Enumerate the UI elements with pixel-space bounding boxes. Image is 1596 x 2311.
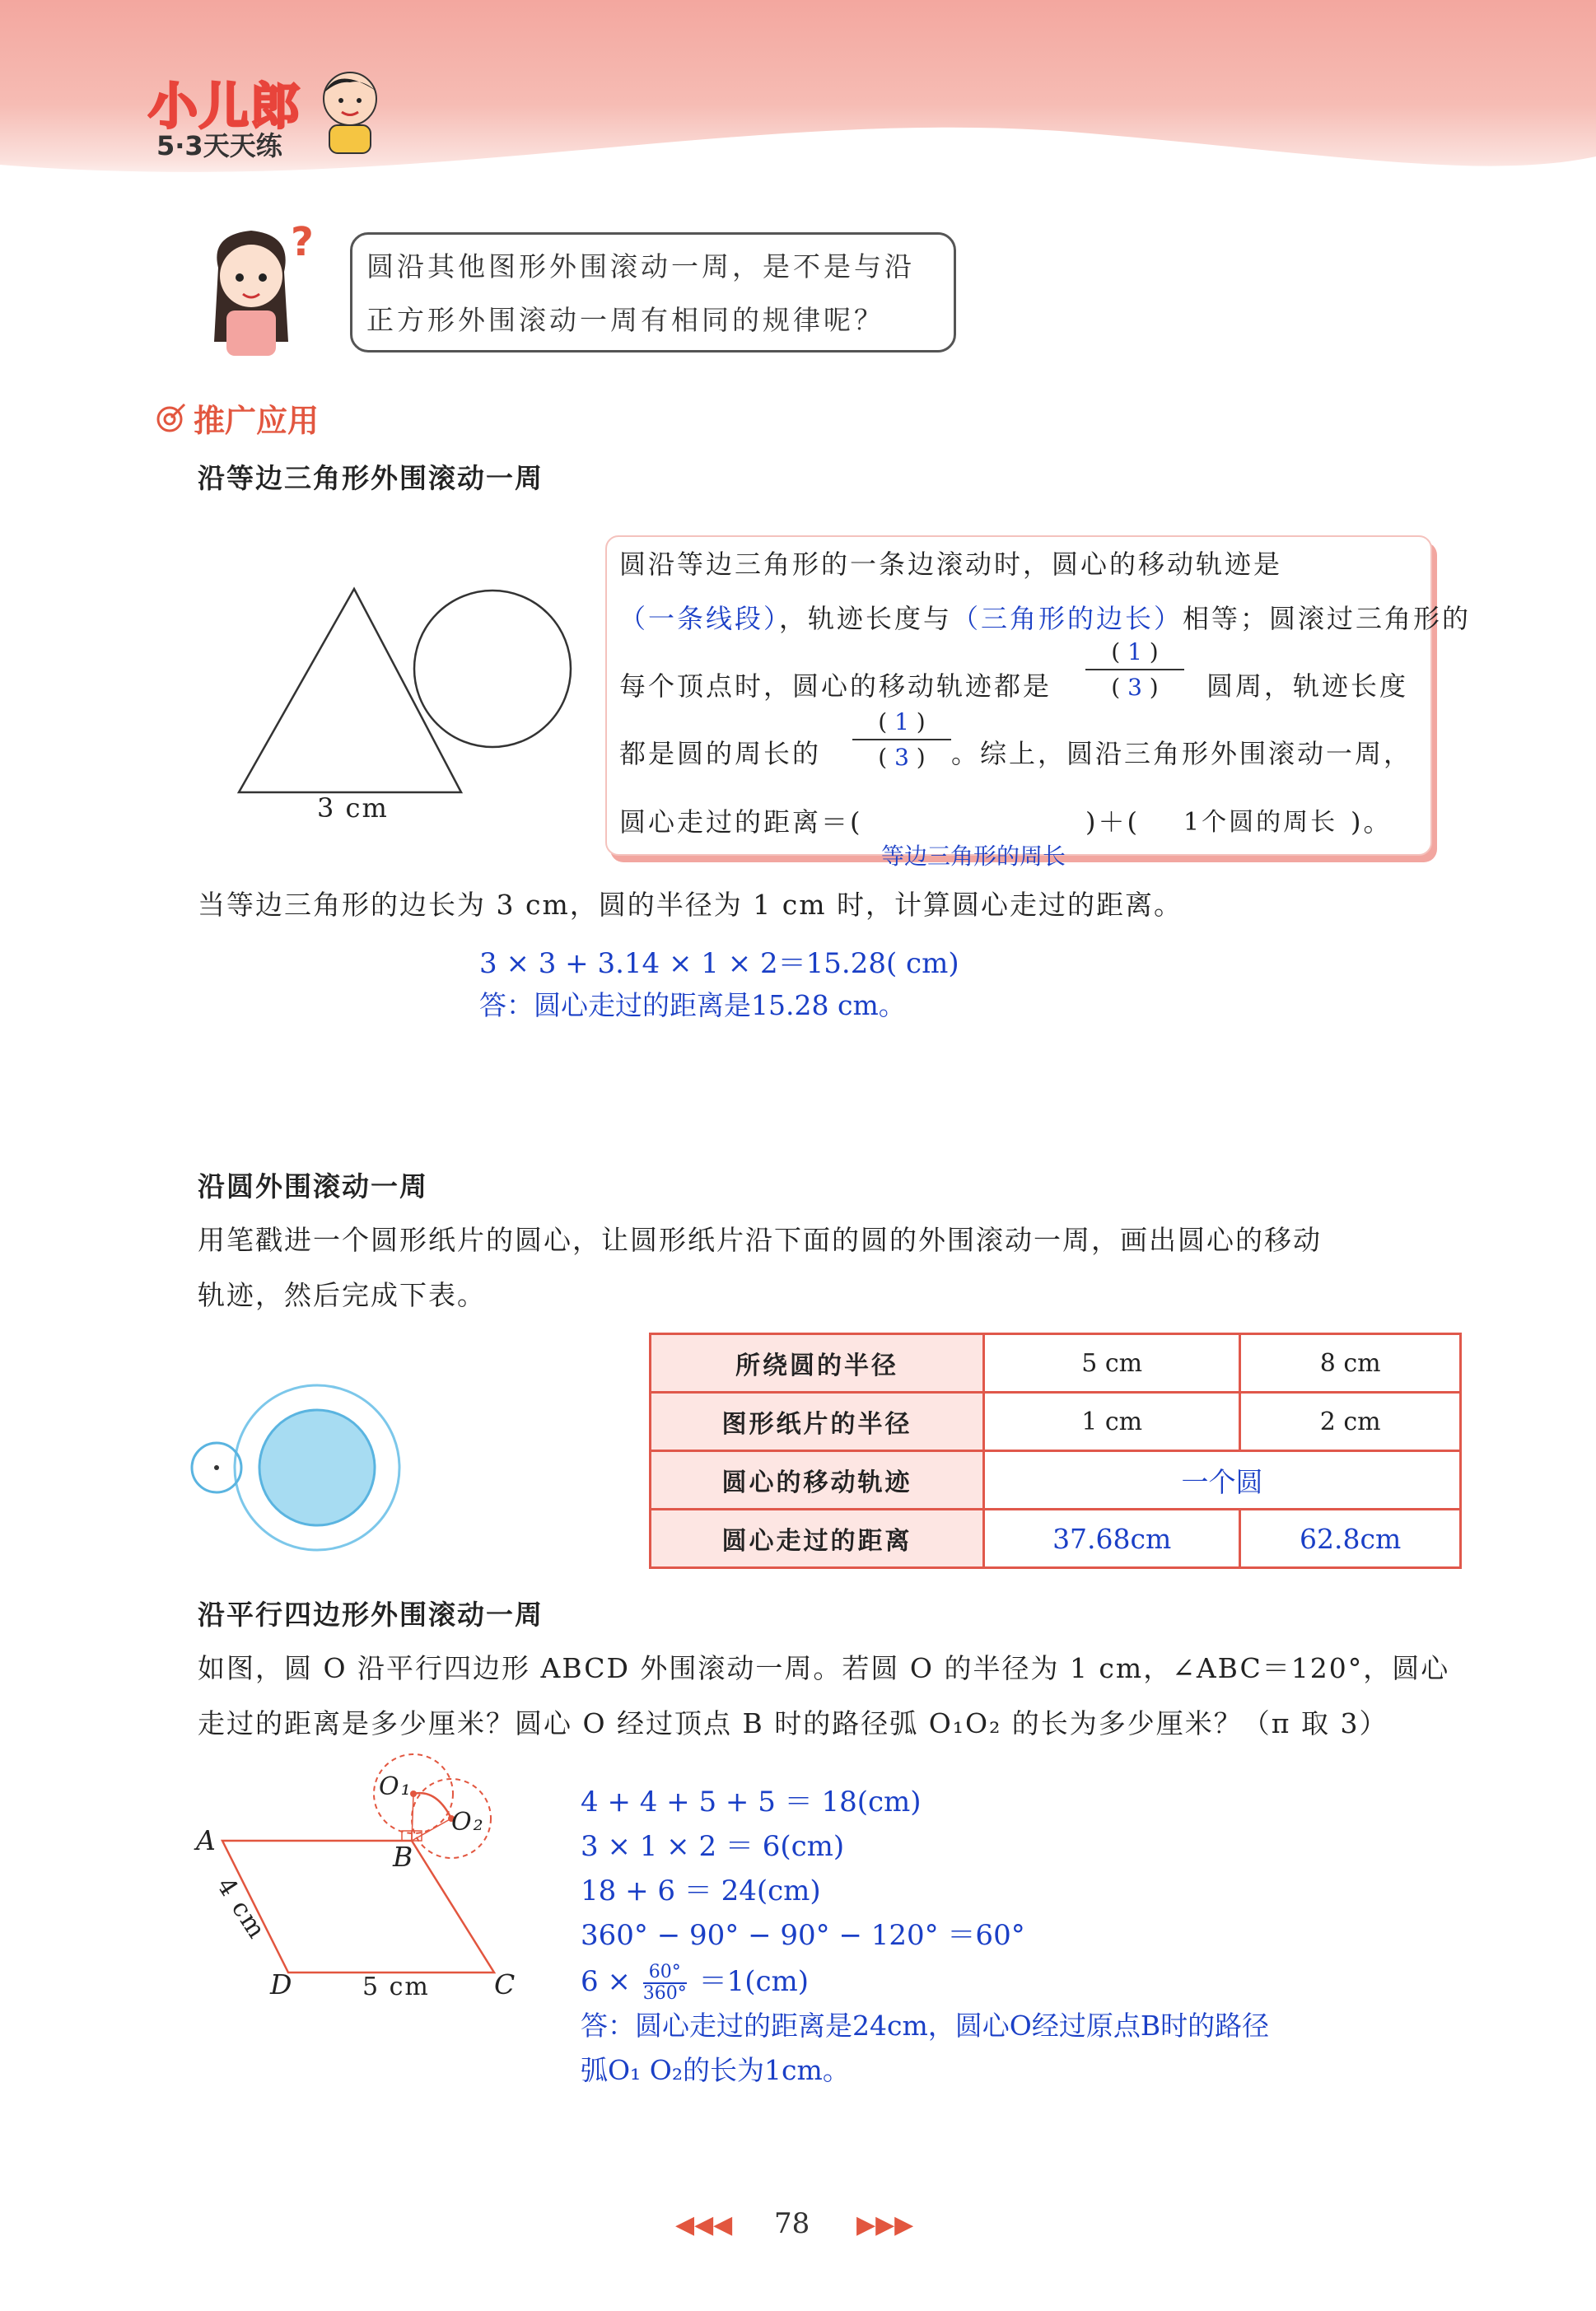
fill-line-4b: 。综上，圆沿三角形外围滚动一周， bbox=[951, 738, 1413, 769]
calc-line-1: 4 + 4 + 5 + 5 ＝ 18(cm) bbox=[581, 1786, 922, 1818]
fraction-1: ( 1 ) ( 3 ) bbox=[1085, 638, 1184, 701]
triangle-side-label: 3 cm bbox=[317, 792, 389, 824]
triangle-heading: 沿等边三角形外围滚动一周 bbox=[198, 462, 544, 494]
brand-logo-title: 小儿郎 bbox=[148, 78, 301, 136]
table-cell-answer: 37.68cm bbox=[984, 1510, 1240, 1568]
fill-line-5b: )＋( bbox=[1085, 806, 1140, 838]
next-arrows-icon: ▶▶▶ bbox=[856, 2211, 914, 2239]
speech-line-2: 正方形外围滚动一周有相同的规律呢？ bbox=[366, 304, 884, 336]
table-cell: 2 cm bbox=[1240, 1393, 1461, 1451]
section-title: 推广应用 bbox=[194, 403, 320, 439]
vertex-a-label: A bbox=[196, 1824, 217, 1856]
circle-table bbox=[649, 1333, 1462, 1569]
calc-line-4: 360° − 90° − 90° − 120° ＝60° bbox=[581, 1919, 1025, 1952]
table-header-cell: 圆心走过的距离 bbox=[651, 1510, 984, 1568]
parallelogram-question-2: 走过的距离是多少厘米？圆心 O 经过顶点 B 时的路径弧 O₁O₂ 的长为多少厘米？（π 取 3） bbox=[198, 1707, 1388, 1739]
speech-line-1: 圆沿其他图形外围滚动一周，是不是与沿 bbox=[366, 250, 915, 282]
calc-line-5: 6 × $\frac{60^\circ}{360^\circ}$ ＝1(cm) bbox=[581, 1962, 810, 2004]
brand-series: 5·3天天练 bbox=[156, 130, 282, 161]
triangle-calc: 3 × 3 + 3.14 × 1 × 2＝15.28( cm) bbox=[479, 947, 959, 980]
triangle-answer: 答：圆心走过的距离是15.28 cm。 bbox=[479, 989, 906, 1021]
fill-line-3a: 每个顶点时，圆心的移动轨迹都是 bbox=[619, 670, 1052, 702]
fill-line-1: 圆沿等边三角形的一条边滚动时，圆心的移动轨迹是 bbox=[619, 549, 1283, 580]
circle-heading: 沿圆外围滚动一周 bbox=[198, 1170, 428, 1202]
boy-mascot-icon bbox=[313, 66, 387, 156]
fraction-2: ( 1 ) ( 3 ) bbox=[852, 708, 951, 771]
table-row bbox=[651, 1393, 1461, 1451]
triangle-question: 当等边三角形的边长为 3 cm，圆的半径为 1 cm 时，计算圆心走过的距离。 bbox=[198, 889, 1183, 921]
table-row bbox=[651, 1510, 1461, 1568]
circle-instruction-1: 用笔戳进一个圆形纸片的圆心，让圆形纸片沿下面的圆的外围滚动一周，画出圆心的移动 bbox=[198, 1224, 1322, 1256]
fill-line-2: （一条线段），轨迹长度与（三角形的边长）相等；圆滚过三角形的 bbox=[619, 603, 1472, 634]
calc-line-2: 3 × 1 × 2 ＝ 6(cm) bbox=[581, 1830, 845, 1863]
side-dc-label: 5 cm bbox=[362, 1973, 430, 2001]
parallelogram-heading: 沿平行四边形外围滚动一周 bbox=[198, 1599, 544, 1631]
fill-line-4a: 都是圆的周长的 bbox=[619, 738, 822, 769]
table-row bbox=[651, 1334, 1461, 1393]
side-ad-label: 4 cm bbox=[210, 1872, 272, 1945]
table-cell: 8 cm bbox=[1240, 1334, 1461, 1393]
o1-label: O₁ bbox=[379, 1772, 413, 1801]
prev-arrows-icon: ◀◀◀ bbox=[675, 2211, 733, 2239]
table-cell: 1 cm bbox=[984, 1393, 1240, 1451]
triangle-figure bbox=[222, 568, 585, 824]
answer-line-1: 答：圆心走过的距离是24cm，圆心O经过原点B时的路径 bbox=[581, 2010, 1270, 2042]
fill-line-5a: 圆心走过的距离＝( bbox=[619, 806, 863, 838]
fill-line-5c: )。 bbox=[1351, 806, 1393, 838]
answer-side: （三角形的边长） bbox=[952, 603, 1183, 634]
fill-line-3b: 圆周，轨迹长度 bbox=[1206, 670, 1409, 702]
answer-line-2: 弧O₁ O₂的长为1cm。 bbox=[581, 2054, 850, 2086]
table-header-cell: 图形纸片的半径 bbox=[651, 1393, 984, 1451]
table-cell-answer: 一个圆 bbox=[984, 1451, 1461, 1510]
vertex-d-label: D bbox=[270, 1968, 294, 2001]
page-number: 78 bbox=[774, 2207, 810, 2240]
svg-text:?: ? bbox=[291, 219, 314, 265]
vertex-b-label: B bbox=[393, 1841, 415, 1873]
o2-label: O₂ bbox=[451, 1808, 485, 1837]
circle-instruction-2: 轨迹，然后完成下表。 bbox=[198, 1279, 486, 1311]
parallelogram-question-1: 如图，圆 O 沿平行四边形 ABCD 外围滚动一周。若圆 O 的半径为 1 cm，∠ABC＝120°，圆心 bbox=[198, 1652, 1450, 1684]
circle-figure bbox=[185, 1384, 449, 1590]
table-header-cell: 圆心的移动轨迹 bbox=[651, 1451, 984, 1510]
table-cell: 5 cm bbox=[984, 1334, 1240, 1393]
vertex-c-label: C bbox=[494, 1968, 517, 2001]
table-row bbox=[651, 1451, 1461, 1510]
answer-perimeter: 等边三角形的周长 bbox=[881, 843, 1066, 870]
calc-line-3: 18 + 6 ＝ 24(cm) bbox=[581, 1874, 821, 1907]
answer-circle: 1个圆的周长 bbox=[1183, 808, 1338, 837]
table-header-cell: 所绕圆的半径 bbox=[651, 1334, 984, 1393]
girl-mascot-icon bbox=[194, 218, 317, 358]
target-icon bbox=[155, 401, 188, 434]
table-cell-answer: 62.8cm bbox=[1240, 1510, 1461, 1568]
answer-segment: （一条线段） bbox=[619, 603, 780, 634]
